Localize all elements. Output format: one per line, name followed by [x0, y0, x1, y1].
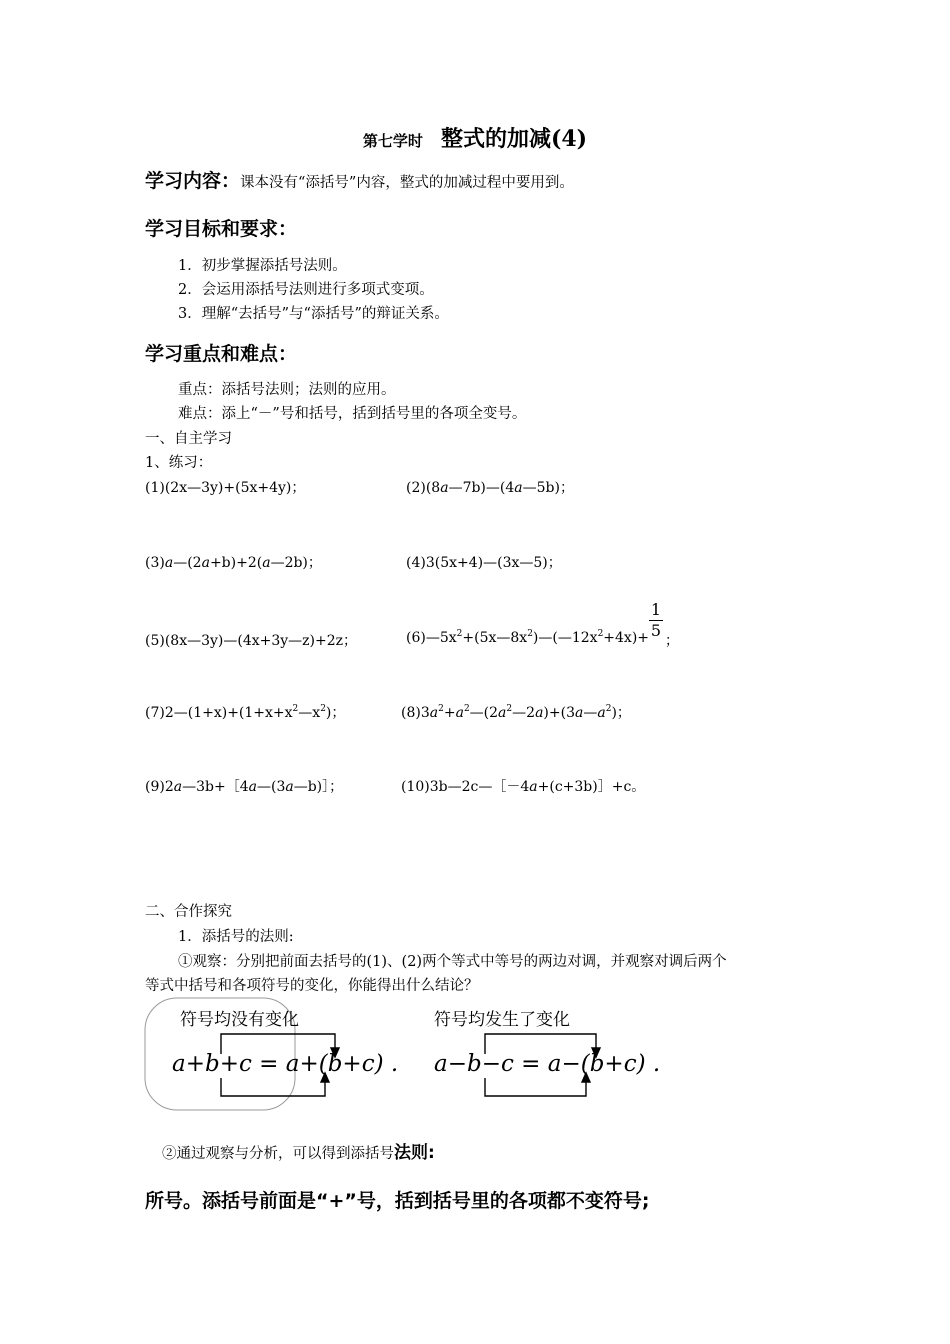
exercise-3: (3)a—(2a+b)+2(a—2b)；: [145, 555, 322, 571]
analysis-line: [162, 1138, 435, 1163]
key-heading: 学习重点和难点：: [145, 343, 298, 365]
exercise-6-end: ；: [665, 633, 679, 649]
exercise-5: (5)(8x—3y)—(4x+3y—z)+2z；: [145, 633, 358, 649]
section1-sub: 1、练习：: [145, 455, 213, 471]
section2-heading: 二、合作探究: [145, 904, 232, 920]
analysis-text: ②通过观察与分析，可以得到添括号: [162, 1146, 394, 1162]
exercise-8: $(8)3a^2+a^2—(2a^2—2a)+(3a—a^2)$；: [401, 704, 631, 721]
exercise-4: (4)3(5x+4)—(3x—5)；: [406, 555, 562, 571]
key-focus: 重点：添括号法则；法则的应用。: [178, 382, 396, 398]
exercise-1: (1)(2x—3y)+(5x+4y)；: [145, 480, 306, 496]
exercise-6: $(6)—5x^2+(5x—8x^2)—(—12x^2+4x)+$: [406, 629, 650, 646]
observe-line-1: ①观察：分别把前面去括号的(1)、(2)两个等式中等号的两边对调，并观察对调后两个: [178, 954, 727, 970]
fraction-numerator: 1: [650, 600, 662, 619]
lesson-topic: 整式的加减(4): [440, 126, 588, 152]
analysis-emphasis: 法则:: [394, 1143, 435, 1163]
rule-statement: 所号。添括号前面是“+”号，括到括号里的各项都不变符号;: [145, 1190, 650, 1212]
right-formula: a−b−c = a−(b+c) .: [434, 1051, 661, 1077]
page-title: [0, 122, 950, 153]
exercise-2: (2)(8a—7b)—(4a—5b)；: [406, 480, 574, 496]
key-difficulty: 难点：添上“－”号和括号，括到括号里的各项全变号。: [178, 406, 527, 422]
exercise-7: $(7)2—(1+x)+(1+x+x^2—x^2)$；: [145, 704, 346, 721]
exercise-9: (9)2a—3b+［4a—(3a—b)］；: [145, 779, 344, 795]
fraction-one-fifth: [649, 600, 663, 640]
goal-item: 1．初步掌握添括号法则。: [178, 258, 347, 274]
goal-item: 2．会运用添括号法则进行多项式变项。: [178, 282, 434, 298]
left-formula: a+b+c = a+(b+c) .: [172, 1051, 399, 1077]
content-text: 课本没有“添括号”内容，整式的加减过程中要用到。: [240, 175, 574, 191]
content-line: [145, 166, 574, 193]
content-heading: 学习内容：: [145, 170, 241, 192]
observe-line-2: 等式中括号和各项符号的变化，你能得出什么结论？: [145, 978, 479, 994]
section2-sub: 1．添括号的法则:: [178, 929, 294, 945]
goals-heading: 学习目标和要求：: [145, 218, 298, 240]
fraction-denominator: 5: [650, 621, 662, 640]
goal-item: 3．理解“去括号”与“添括号”的辩证关系。: [178, 306, 449, 322]
right-label: 符号均发生了变化: [434, 1010, 570, 1030]
exercise-10: (10)3b—2c—［－4a+(c+3b)］+c。: [401, 779, 646, 795]
section1-heading: 一、自主学习: [145, 431, 232, 447]
left-label: 符号均没有变化: [180, 1010, 299, 1030]
lesson-number: 第七学时: [362, 132, 423, 150]
